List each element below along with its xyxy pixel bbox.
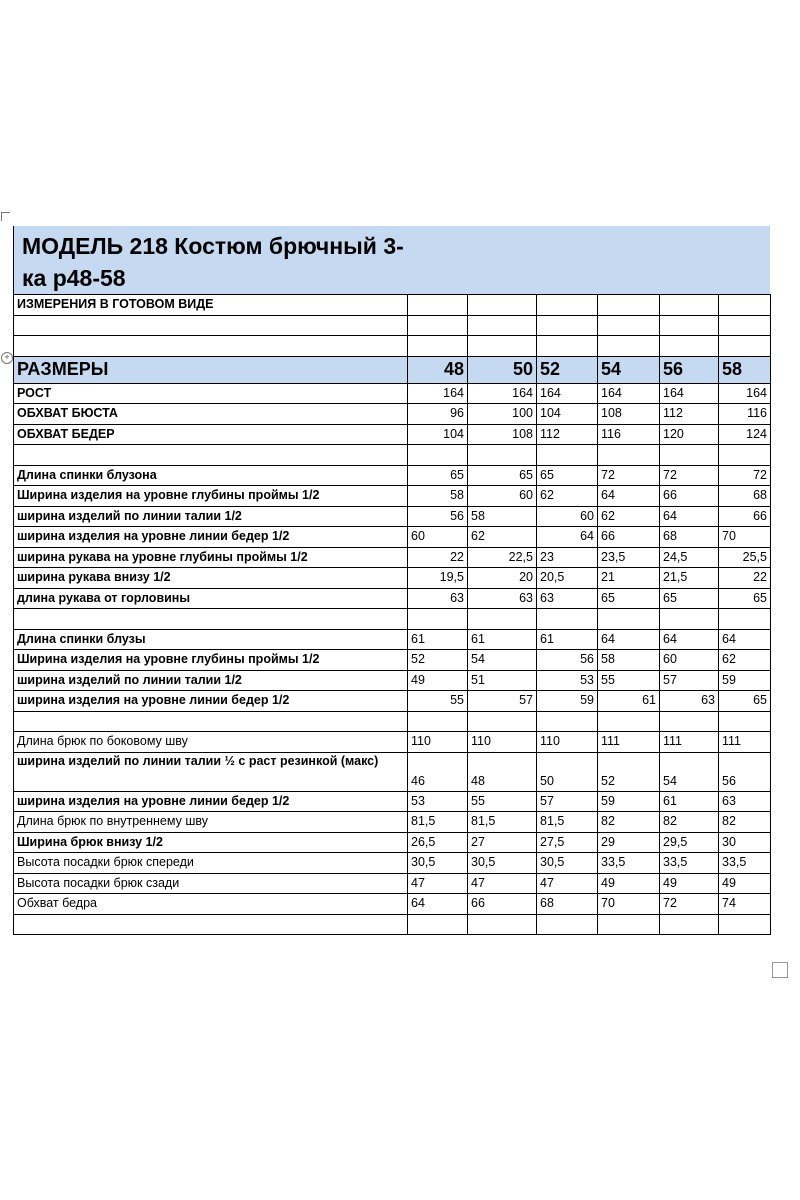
value-cell: 61 — [537, 629, 598, 650]
value-cell: 56 — [537, 650, 598, 671]
row-label: ширина рукава внизу 1/2 — [14, 568, 408, 589]
value-cell: 64 — [598, 629, 660, 650]
value-cell: 62 — [468, 527, 537, 548]
value-cell: 104 — [408, 424, 468, 445]
value-cell: 116 — [598, 424, 660, 445]
value-cell: 124 — [719, 424, 771, 445]
value-cell: 60 — [537, 506, 598, 527]
value-cell: 56 — [719, 752, 771, 791]
row-label: Высота посадки брюк сзади — [14, 873, 408, 894]
row-label: Ширина изделия на уровне глубины проймы 1/2 — [14, 486, 408, 507]
row-label: Длина спинки блузона — [14, 465, 408, 486]
value-cell: 33,5 — [719, 853, 771, 874]
value-cell: 23 — [537, 547, 598, 568]
value-cell: 81,5 — [468, 812, 537, 833]
table-row — [14, 853, 771, 874]
value-cell: 164 — [468, 383, 537, 404]
value-cell: 49 — [408, 670, 468, 691]
table-row — [14, 465, 771, 486]
title-line-1: МОДЕЛЬ 218 Костюм брючный 3- — [22, 233, 404, 259]
row-label: ширина изделий по линии талии ½ с раст резинкой (макс) — [14, 752, 408, 791]
value-cell: 30 — [719, 832, 771, 853]
value-cell: 64 — [719, 629, 771, 650]
value-cell: 100 — [468, 404, 537, 425]
value-cell: 110 — [537, 732, 598, 753]
value-cell: 64 — [537, 527, 598, 548]
value-cell: 26,5 — [408, 832, 468, 853]
value-cell: 53 — [408, 791, 468, 812]
value-cell: 81,5 — [408, 812, 468, 833]
value-cell: 70 — [719, 527, 771, 548]
value-cell: 54 — [468, 650, 537, 671]
value-cell: 23,5 — [598, 547, 660, 568]
value-cell: 66 — [468, 894, 537, 915]
row-label: ширина изделия на уровне линии бедер 1/2 — [14, 527, 408, 548]
table-row — [14, 588, 771, 609]
table-row — [14, 670, 771, 691]
value-cell: 24,5 — [660, 547, 719, 568]
measurements-label: ИЗМЕРЕНИЯ В ГОТОВОМ ВИДЕ — [14, 295, 408, 316]
value-cell: 64 — [660, 629, 719, 650]
row-label: РОСТ — [14, 383, 408, 404]
value-cell: 64 — [408, 894, 468, 915]
value-cell: 112 — [660, 404, 719, 425]
value-cell: 110 — [408, 732, 468, 753]
table-row — [14, 873, 771, 894]
value-cell: 22,5 — [468, 547, 537, 568]
value-cell: 29 — [598, 832, 660, 853]
value-cell: 104 — [537, 404, 598, 425]
value-cell: 57 — [468, 691, 537, 712]
value-cell: 49 — [598, 873, 660, 894]
value-cell: 30,5 — [468, 853, 537, 874]
table-row — [14, 691, 771, 712]
value-cell: 58 — [468, 506, 537, 527]
value-cell: 59 — [719, 670, 771, 691]
value-cell: 49 — [660, 873, 719, 894]
value-cell: 164 — [719, 383, 771, 404]
table-row — [14, 629, 771, 650]
value-cell: 65 — [719, 588, 771, 609]
value-cell: 63 — [660, 691, 719, 712]
value-cell: 63 — [408, 588, 468, 609]
table-row — [14, 547, 771, 568]
value-cell: 57 — [660, 670, 719, 691]
value-cell: 22 — [719, 568, 771, 589]
size-table-body — [14, 295, 771, 935]
value-cell: 112 — [537, 424, 598, 445]
value-cell: 82 — [719, 812, 771, 833]
row-label: Ширина брюк внизу 1/2 — [14, 832, 408, 853]
value-cell: 65 — [598, 588, 660, 609]
value-cell: 47 — [408, 873, 468, 894]
row-label: Длина брюк по боковому шву — [14, 732, 408, 753]
row-label: Ширина изделия на уровне глубины проймы 1/2 — [14, 650, 408, 671]
sizes-row — [14, 356, 771, 383]
size-cell: 58 — [719, 356, 771, 383]
row-label: Обхват бедра — [14, 894, 408, 915]
row-label: ширина рукава на уровне глубины проймы 1/2 — [14, 547, 408, 568]
value-cell: 52 — [598, 752, 660, 791]
value-cell: 46 — [408, 752, 468, 791]
value-cell: 33,5 — [598, 853, 660, 874]
blank-row — [14, 336, 771, 357]
value-cell: 21 — [598, 568, 660, 589]
value-cell: 72 — [660, 894, 719, 915]
value-cell: 66 — [598, 527, 660, 548]
value-cell: 59 — [537, 691, 598, 712]
value-cell: 50 — [537, 752, 598, 791]
value-cell: 68 — [719, 486, 771, 507]
value-cell: 59 — [598, 791, 660, 812]
value-cell: 60 — [468, 486, 537, 507]
value-cell: 74 — [719, 894, 771, 915]
value-cell: 81,5 — [537, 812, 598, 833]
value-cell: 164 — [537, 383, 598, 404]
value-cell: 82 — [598, 812, 660, 833]
value-cell: 62 — [598, 506, 660, 527]
value-cell: 61 — [660, 791, 719, 812]
table-row — [14, 752, 771, 791]
table-row — [14, 506, 771, 527]
value-cell: 49 — [719, 873, 771, 894]
value-cell: 33,5 — [660, 853, 719, 874]
value-cell: 21,5 — [660, 568, 719, 589]
table-move-handle-top[interactable] — [1, 212, 10, 221]
table-move-handle-icon[interactable]: + — [1, 352, 13, 364]
value-cell: 27,5 — [537, 832, 598, 853]
value-cell: 65 — [719, 691, 771, 712]
size-cell: 50 — [468, 356, 537, 383]
value-cell: 57 — [537, 791, 598, 812]
value-cell: 108 — [598, 404, 660, 425]
value-cell: 56 — [408, 506, 468, 527]
value-cell: 29,5 — [660, 832, 719, 853]
row-label: ширина изделий по линии талии 1/2 — [14, 670, 408, 691]
value-cell: 53 — [537, 670, 598, 691]
blank-row — [14, 315, 771, 336]
value-cell: 72 — [660, 465, 719, 486]
blank-row — [14, 609, 771, 630]
table-row — [14, 812, 771, 833]
value-cell: 70 — [598, 894, 660, 915]
value-cell: 65 — [537, 465, 598, 486]
value-cell: 55 — [408, 691, 468, 712]
row-label: ОБХВАТ БЕДЕР — [14, 424, 408, 445]
value-cell: 30,5 — [408, 853, 468, 874]
size-cell: 56 — [660, 356, 719, 383]
value-cell: 120 — [660, 424, 719, 445]
size-cell: 52 — [537, 356, 598, 383]
value-cell: 27 — [468, 832, 537, 853]
value-cell: 66 — [719, 506, 771, 527]
table-row — [14, 650, 771, 671]
value-cell: 61 — [408, 629, 468, 650]
value-cell: 62 — [719, 650, 771, 671]
row-label: Длина спинки блузы — [14, 629, 408, 650]
table-row — [14, 568, 771, 589]
value-cell: 60 — [408, 527, 468, 548]
row-label: ширина изделия на уровне линии бедер 1/2 — [14, 791, 408, 812]
value-cell: 58 — [408, 486, 468, 507]
value-cell: 30,5 — [537, 853, 598, 874]
value-cell: 96 — [408, 404, 468, 425]
value-cell: 111 — [598, 732, 660, 753]
table-row — [14, 486, 771, 507]
value-cell: 54 — [660, 752, 719, 791]
blank-row — [14, 711, 771, 732]
value-cell: 65 — [408, 465, 468, 486]
model-title — [13, 226, 770, 294]
table-row — [14, 791, 771, 812]
value-cell: 63 — [468, 588, 537, 609]
value-cell: 66 — [660, 486, 719, 507]
blank-row — [14, 914, 771, 935]
value-cell: 65 — [468, 465, 537, 486]
value-cell: 48 — [468, 752, 537, 791]
value-cell: 64 — [598, 486, 660, 507]
size-table — [13, 294, 771, 935]
title-line-2: ка р48-58 — [22, 265, 126, 291]
row-label: ширина изделия на уровне линии бедер 1/2 — [14, 691, 408, 712]
row-label: длина рукава от горловины — [14, 588, 408, 609]
value-cell: 22 — [408, 547, 468, 568]
value-cell: 19,5 — [408, 568, 468, 589]
value-cell: 55 — [468, 791, 537, 812]
value-cell: 68 — [537, 894, 598, 915]
value-cell: 47 — [468, 873, 537, 894]
row-label: ОБХВАТ БЮСТА — [14, 404, 408, 425]
table-row — [14, 404, 771, 425]
value-cell: 72 — [719, 465, 771, 486]
value-cell: 25,5 — [719, 547, 771, 568]
table-row — [14, 424, 771, 445]
row-label: Высота посадки брюк спереди — [14, 853, 408, 874]
value-cell: 61 — [468, 629, 537, 650]
value-cell: 164 — [660, 383, 719, 404]
value-cell: 58 — [598, 650, 660, 671]
table-row — [14, 832, 771, 853]
row-label: Длина брюк по внутреннему шву — [14, 812, 408, 833]
value-cell: 20,5 — [537, 568, 598, 589]
size-chart-sheet — [13, 226, 770, 935]
table-row — [14, 732, 771, 753]
value-cell: 62 — [537, 486, 598, 507]
value-cell: 108 — [468, 424, 537, 445]
value-cell: 61 — [598, 691, 660, 712]
value-cell: 68 — [660, 527, 719, 548]
value-cell: 111 — [660, 732, 719, 753]
value-cell: 55 — [598, 670, 660, 691]
size-cell: 48 — [408, 356, 468, 383]
row-label: ширина изделий по линии талии 1/2 — [14, 506, 408, 527]
value-cell: 64 — [660, 506, 719, 527]
value-cell: 60 — [660, 650, 719, 671]
blank-row — [14, 445, 771, 466]
value-cell: 72 — [598, 465, 660, 486]
value-cell: 47 — [537, 873, 598, 894]
value-cell: 111 — [719, 732, 771, 753]
table-row — [14, 527, 771, 548]
value-cell: 110 — [468, 732, 537, 753]
value-cell: 63 — [719, 791, 771, 812]
value-cell: 82 — [660, 812, 719, 833]
value-cell: 63 — [537, 588, 598, 609]
value-cell: 116 — [719, 404, 771, 425]
value-cell: 52 — [408, 650, 468, 671]
table-row — [14, 894, 771, 915]
value-cell: 164 — [408, 383, 468, 404]
size-cell: 54 — [598, 356, 660, 383]
value-cell: 51 — [468, 670, 537, 691]
measurements-header-row — [14, 295, 771, 316]
value-cell: 20 — [468, 568, 537, 589]
table-resize-handle[interactable] — [772, 962, 788, 978]
table-row — [14, 383, 771, 404]
value-cell: 164 — [598, 383, 660, 404]
sizes-label: РАЗМЕРЫ — [14, 356, 408, 383]
value-cell: 65 — [660, 588, 719, 609]
